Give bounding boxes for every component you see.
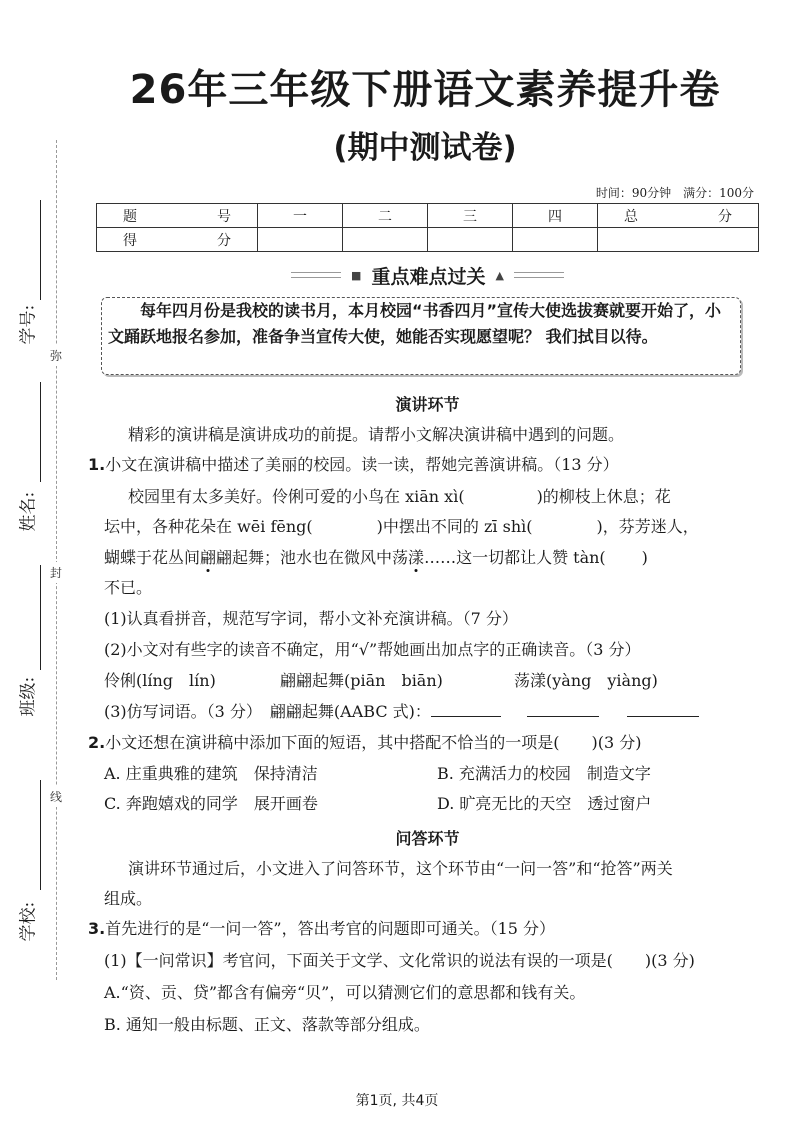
q1-text: 小文在演讲稿中描述了美丽的校园。读一读，帮她完善演讲稿。（13 分） (105, 455, 619, 474)
reading-option[interactable]: 伶俐(líng lín) (104, 671, 216, 690)
name-label: 姓名: (18, 491, 39, 532)
passage-text: ……这一切都让人赞 tàn( (424, 548, 606, 567)
binding-dotted-line (56, 140, 57, 980)
score-table-header-row (97, 204, 759, 228)
flag-icon: ■ (351, 268, 362, 282)
q3-option-b[interactable]: B. 通知一般由标题、正文、落款等部分组成。 (104, 1015, 430, 1034)
q1-passage-line2 (104, 512, 754, 542)
score-cell[interactable] (258, 228, 343, 252)
answer-line[interactable] (527, 698, 599, 717)
seal-mark-xian: 线 (50, 786, 62, 807)
reading-option[interactable]: 荡漾(yàng yiàng) (514, 671, 658, 690)
q1-passage-line4: 不已。 (104, 578, 153, 597)
score-cell[interactable] (598, 228, 759, 252)
part2-heading: 问答环节 (395, 829, 460, 848)
option-a[interactable]: A. 庄重典雅的建筑 保持清洁 (104, 764, 318, 783)
school-line (40, 780, 41, 890)
q2-options-row2 (104, 789, 754, 819)
student-id-label: 学号: (18, 304, 39, 345)
seal-mark-mi: 弥 (50, 345, 62, 366)
q1-stem (88, 450, 738, 480)
part1-heading: 演讲环节 (395, 395, 460, 414)
q2-text: 小文还想在演讲稿中添加下面的短语，其中搭配不恰当的一项是( )(3 分) (105, 733, 642, 752)
q3-text: 首先进行的是“一问一答”，答出考官的问题即可通关。（15 分） (105, 919, 556, 938)
student-id-line (40, 200, 41, 300)
passage-text: ) (641, 548, 648, 567)
option-b[interactable]: B. 充满活力的校园 制造文字 (437, 764, 651, 783)
option-d[interactable]: D. 旷亮无比的天空 透过窗户 (437, 794, 652, 813)
score-header-cell: 总 分 (598, 204, 759, 228)
score-header-cell: 四 (513, 204, 598, 228)
part2-lead-line1: 演讲环节通过后，小文进入了问答环节，这个环节由“一问一答”和“抢答”两关 (128, 859, 673, 878)
score-cell[interactable] (428, 228, 513, 252)
passage-text: 翩起舞；池水也在微风中荡 (216, 548, 409, 567)
q3-number: 3. (88, 919, 106, 938)
q1-number: 1. (88, 455, 106, 474)
passage-text: 坛中，各种花朵在 wēi fēng( (104, 517, 313, 536)
class-label: 班级: (18, 676, 39, 717)
class-line (40, 565, 41, 670)
passage-text: )的柳枝上休息；花 (536, 487, 671, 506)
passage-text: )，芬芳迷人， (596, 517, 699, 536)
dotted-char: 漾 (408, 548, 425, 567)
section-header-text: 重点难点过关 (371, 265, 486, 288)
time-info: 时间：90分钟 满分：100分 (595, 186, 754, 200)
score-cell[interactable] (513, 228, 598, 252)
answer-line[interactable] (431, 698, 501, 717)
q3-stem (88, 914, 738, 944)
section-header (96, 262, 759, 288)
q2-number: 2. (88, 733, 106, 752)
option-c[interactable]: C. 奔跑嬉戏的同学 展开画卷 (104, 794, 318, 813)
reading-option[interactable]: 翩翩起舞(piān biān) (280, 671, 443, 690)
q1-sub1: (1)认真看拼音，规范写字词，帮小文补充演讲稿。（7 分） (104, 609, 518, 628)
name-line (40, 382, 41, 482)
q1-passage-line1 (128, 482, 778, 512)
passage-text: 俐可爱的小鸟在 xiān xì( (288, 487, 465, 506)
page-subtitle: (期中测试卷) (333, 130, 517, 166)
passage-text: 校园里有太多美好。伶 (128, 487, 289, 506)
score-table (96, 203, 759, 252)
header-rule-left (291, 272, 341, 278)
q1-sub2-items (104, 666, 754, 696)
intro-box (101, 297, 741, 375)
score-header-cell: 题 号 (97, 204, 258, 228)
score-header-cell: 一 (258, 204, 343, 228)
q1-sub3 (104, 697, 754, 727)
q1-sub2: (2)小文对有些字的读音不确定，用“√”帮她画出加点字的正确读音。（3 分） (104, 640, 641, 659)
part1-lead: 精彩的演讲稿是演讲成功的前提。请帮小文解决演讲稿中遇到的问题。 (128, 425, 625, 444)
school-label: 学校: (18, 901, 39, 942)
part2-lead-line2: 组成。 (104, 889, 153, 908)
page-footer: 第1页, 共4页 (355, 1093, 439, 1109)
q1-sub3-text: (3)仿写词语。（3 分） 翩翩起舞(AABC 式)： (104, 702, 431, 721)
header-rule-right (514, 272, 564, 278)
score-header-cell: 二 (343, 204, 428, 228)
score-cell[interactable] (343, 228, 428, 252)
q2-options-row1 (104, 759, 754, 789)
score-header-cell: 三 (428, 204, 513, 228)
intro-text: 每年四月份是我校的读书月，本月校园“书香四月”宣传大使选拔赛就要开始了，小文踊跃地报名参加，准备争当宣传大使，她能否实现愿望呢？ 我们拭目以待。 (108, 301, 722, 346)
page-title: 26年三年级下册语文素养提升卷 (129, 67, 721, 113)
dotted-char: 翩 (200, 548, 217, 567)
seal-mark-feng: 封 (50, 562, 62, 583)
answer-line[interactable] (627, 698, 699, 717)
passage-text: 蝴蝶于花丛间 (104, 548, 201, 567)
q2-stem (88, 728, 738, 758)
score-row-label: 得 分 (97, 228, 258, 252)
flag-icon: ▲ (495, 268, 504, 282)
q3-sub1: (1)【一问常识】考官问，下面关于文学、文化常识的说法有误的一项是( )(3 分) (104, 951, 695, 970)
q1-passage-line3 (104, 543, 754, 573)
score-table-score-row (97, 228, 759, 252)
q3-option-a[interactable]: A.“资、贡、贷”都含有偏旁“贝”，可以猜测它们的意思都和钱有关。 (104, 983, 586, 1002)
passage-text: )中摆出不同的 zī shì( (376, 517, 533, 536)
